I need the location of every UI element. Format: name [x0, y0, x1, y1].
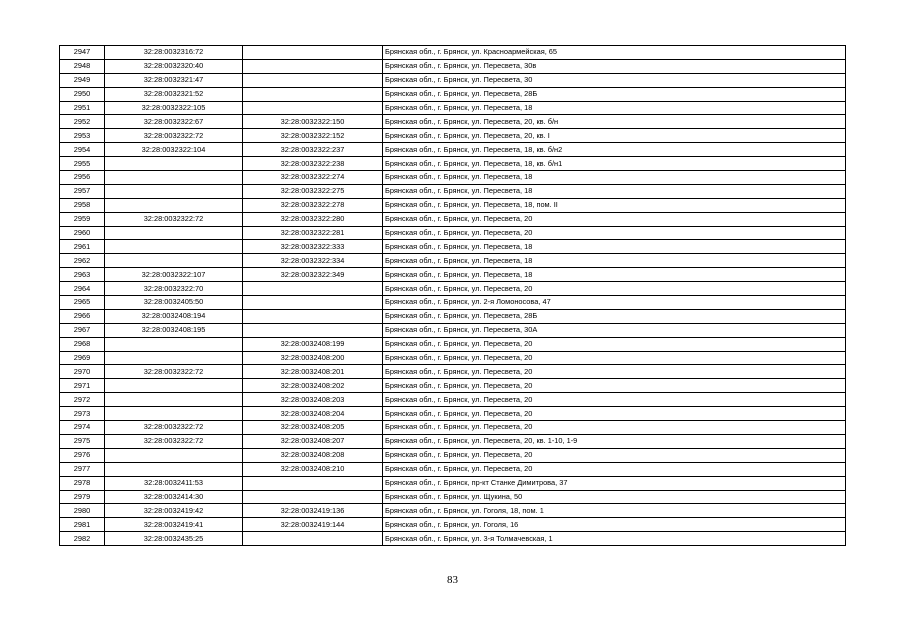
- cadastral-table: [59, 45, 846, 546]
- address-cell: Брянская обл., г. Брянск, ул. Пересвета, 18, кв. б/н2: [383, 143, 846, 157]
- related-cadastral-number-cell: [243, 296, 383, 310]
- row-number-cell: 2972: [60, 393, 105, 407]
- cadastral-number-cell: 32:28:0032435:25: [105, 532, 243, 546]
- related-cadastral-number-cell: [243, 490, 383, 504]
- row-number-cell: 2977: [60, 462, 105, 476]
- address-cell: Брянская обл., г. Брянск, ул. Пересвета, 18, пом. II: [383, 198, 846, 212]
- address-cell: Брянская обл., г. Брянск, ул. Пересвета, 20: [383, 393, 846, 407]
- row-number-cell: 2974: [60, 421, 105, 435]
- address-cell: Брянская обл., г. Брянск, ул. Пересвета, 18: [383, 268, 846, 282]
- table-row: [60, 296, 846, 310]
- row-number-cell: 2952: [60, 115, 105, 129]
- table-row: [60, 282, 846, 296]
- cadastral-number-cell: 32:28:0032322:105: [105, 101, 243, 115]
- table-row: [60, 171, 846, 185]
- related-cadastral-number-cell: 32:28:0032408:210: [243, 462, 383, 476]
- address-cell: Брянская обл., г. Брянск, ул. Пересвета, 18: [383, 254, 846, 268]
- address-cell: Брянская обл., г. Брянск, ул. Пересвета, 20: [383, 337, 846, 351]
- cadastral-number-cell: [105, 157, 243, 171]
- table-row: [60, 198, 846, 212]
- row-number-cell: 2964: [60, 282, 105, 296]
- table-row: [60, 226, 846, 240]
- address-cell: Брянская обл., г. Брянск, ул. Пересвета, 20: [383, 282, 846, 296]
- address-cell: Брянская обл., г. Брянск, ул. Пересвета, 20, кв. I: [383, 129, 846, 143]
- cadastral-number-cell: 32:28:0032320:40: [105, 59, 243, 73]
- related-cadastral-number-cell: 32:28:0032408:204: [243, 407, 383, 421]
- table-row: [60, 365, 846, 379]
- row-number-cell: 2956: [60, 171, 105, 185]
- related-cadastral-number-cell: 32:28:0032322:334: [243, 254, 383, 268]
- row-number-cell: 2948: [60, 59, 105, 73]
- address-cell: Брянская обл., г. Брянск, ул. Пересвета, 20: [383, 365, 846, 379]
- address-cell: Брянская обл., г. Брянск, ул. Пересвета, 20: [383, 407, 846, 421]
- cadastral-number-cell: 32:28:0032322:104: [105, 143, 243, 157]
- row-number-cell: 2971: [60, 379, 105, 393]
- cadastral-number-cell: 32:28:0032322:72: [105, 434, 243, 448]
- address-cell: Брянская обл., г. Брянск, ул. 2-я Ломоносова, 47: [383, 296, 846, 310]
- cadastral-number-cell: [105, 254, 243, 268]
- cadastral-number-cell: [105, 393, 243, 407]
- row-number-cell: 2958: [60, 198, 105, 212]
- cadastral-number-cell: 32:28:0032411:53: [105, 476, 243, 490]
- table-row: [60, 393, 846, 407]
- table-row: [60, 115, 846, 129]
- row-number-cell: 2951: [60, 101, 105, 115]
- cadastral-number-cell: [105, 379, 243, 393]
- row-number-cell: 2967: [60, 323, 105, 337]
- cadastral-number-cell: [105, 198, 243, 212]
- table-row: [60, 46, 846, 60]
- row-number-cell: 2953: [60, 129, 105, 143]
- address-cell: Брянская обл., г. Брянск, пр-кт Станке Димитрова, 37: [383, 476, 846, 490]
- cadastral-number-cell: [105, 240, 243, 254]
- address-cell: Брянская обл., г. Брянск, ул. Пересвета, 20: [383, 351, 846, 365]
- table-row: [60, 212, 846, 226]
- address-cell: Брянская обл., г. Брянск, ул. Гоголя, 16: [383, 518, 846, 532]
- row-number-cell: 2973: [60, 407, 105, 421]
- related-cadastral-number-cell: 32:28:0032322:150: [243, 115, 383, 129]
- cadastral-number-cell: 32:28:0032321:47: [105, 73, 243, 87]
- address-cell: Брянская обл., г. Брянск, ул. Пересвета, 20: [383, 379, 846, 393]
- table-row: [60, 129, 846, 143]
- related-cadastral-number-cell: 32:28:0032408:202: [243, 379, 383, 393]
- related-cadastral-number-cell: 32:28:0032322:278: [243, 198, 383, 212]
- address-cell: Брянская обл., г. Брянск, ул. Пересвета, 20, кв. 1-10, 1-9: [383, 434, 846, 448]
- row-number-cell: 2947: [60, 46, 105, 60]
- table-row: [60, 309, 846, 323]
- row-number-cell: 2978: [60, 476, 105, 490]
- address-cell: Брянская обл., г. Брянск, ул. 3-я Толмачевская, 1: [383, 532, 846, 546]
- cadastral-number-cell: [105, 337, 243, 351]
- row-number-cell: 2982: [60, 532, 105, 546]
- related-cadastral-number-cell: 32:28:0032322:281: [243, 226, 383, 240]
- row-number-cell: 2954: [60, 143, 105, 157]
- row-number-cell: 2962: [60, 254, 105, 268]
- table-row: [60, 87, 846, 101]
- table-row: [60, 268, 846, 282]
- address-cell: Брянская обл., г. Брянск, ул. Пересвета, 20: [383, 226, 846, 240]
- row-number-cell: 2965: [60, 296, 105, 310]
- table-row: [60, 157, 846, 171]
- address-cell: Брянская обл., г. Брянск, ул. Пересвета, 18: [383, 184, 846, 198]
- address-cell: Брянская обл., г. Брянск, ул. Пересвета, 20: [383, 462, 846, 476]
- related-cadastral-number-cell: 32:28:0032419:144: [243, 518, 383, 532]
- related-cadastral-number-cell: 32:28:0032322:238: [243, 157, 383, 171]
- cadastral-number-cell: 32:28:0032419:41: [105, 518, 243, 532]
- table-row: [60, 101, 846, 115]
- table-row: [60, 518, 846, 532]
- row-number-cell: 2963: [60, 268, 105, 282]
- related-cadastral-number-cell: 32:28:0032408:208: [243, 448, 383, 462]
- address-cell: Брянская обл., г. Брянск, ул. Пересвета, 20: [383, 421, 846, 435]
- table-row: [60, 184, 846, 198]
- cadastral-number-cell: 32:28:0032322:72: [105, 212, 243, 226]
- address-cell: Брянская обл., г. Брянск, ул. Пересвета, 20, кв. б/н: [383, 115, 846, 129]
- row-number-cell: 2955: [60, 157, 105, 171]
- related-cadastral-number-cell: 32:28:0032408:207: [243, 434, 383, 448]
- related-cadastral-number-cell: [243, 323, 383, 337]
- address-cell: Брянская обл., г. Брянск, ул. Красноармейская, 65: [383, 46, 846, 60]
- address-cell: Брянская обл., г. Брянск, ул. Пересвета, 20: [383, 448, 846, 462]
- row-number-cell: 2981: [60, 518, 105, 532]
- related-cadastral-number-cell: [243, 532, 383, 546]
- cadastral-number-cell: 32:28:0032408:195: [105, 323, 243, 337]
- related-cadastral-number-cell: 32:28:0032322:275: [243, 184, 383, 198]
- related-cadastral-number-cell: [243, 309, 383, 323]
- address-cell: Брянская обл., г. Брянск, ул. Щукина, 50: [383, 490, 846, 504]
- related-cadastral-number-cell: [243, 73, 383, 87]
- table-row: [60, 490, 846, 504]
- related-cadastral-number-cell: 32:28:0032408:201: [243, 365, 383, 379]
- address-cell: Брянская обл., г. Брянск, ул. Пересвета, 18, кв. б/н1: [383, 157, 846, 171]
- table-row: [60, 337, 846, 351]
- related-cadastral-number-cell: [243, 476, 383, 490]
- related-cadastral-number-cell: 32:28:0032408:199: [243, 337, 383, 351]
- cadastral-number-cell: 32:28:0032322:72: [105, 365, 243, 379]
- related-cadastral-number-cell: 32:28:0032322:280: [243, 212, 383, 226]
- row-number-cell: 2968: [60, 337, 105, 351]
- row-number-cell: 2959: [60, 212, 105, 226]
- cadastral-table-body: [60, 46, 846, 546]
- related-cadastral-number-cell: 32:28:0032322:333: [243, 240, 383, 254]
- table-row: [60, 379, 846, 393]
- table-row: [60, 462, 846, 476]
- row-number-cell: 2966: [60, 309, 105, 323]
- row-number-cell: 2969: [60, 351, 105, 365]
- page-number: 83: [447, 574, 458, 586]
- related-cadastral-number-cell: 32:28:0032322:274: [243, 171, 383, 185]
- related-cadastral-number-cell: 32:28:0032322:349: [243, 268, 383, 282]
- table-row: [60, 59, 846, 73]
- row-number-cell: 2975: [60, 434, 105, 448]
- table-row: [60, 504, 846, 518]
- related-cadastral-number-cell: 32:28:0032322:237: [243, 143, 383, 157]
- related-cadastral-number-cell: 32:28:0032408:205: [243, 421, 383, 435]
- cadastral-number-cell: [105, 171, 243, 185]
- table-row: [60, 421, 846, 435]
- table-row: [60, 434, 846, 448]
- related-cadastral-number-cell: [243, 46, 383, 60]
- table-row: [60, 73, 846, 87]
- related-cadastral-number-cell: 32:28:0032419:136: [243, 504, 383, 518]
- address-cell: Брянская обл., г. Брянск, ул. Пересвета, 28Б: [383, 87, 846, 101]
- cadastral-number-cell: [105, 184, 243, 198]
- table-row: [60, 351, 846, 365]
- cadastral-number-cell: [105, 351, 243, 365]
- cadastral-number-cell: [105, 226, 243, 240]
- row-number-cell: 2976: [60, 448, 105, 462]
- related-cadastral-number-cell: 32:28:0032408:203: [243, 393, 383, 407]
- row-number-cell: 2949: [60, 73, 105, 87]
- table-row: [60, 240, 846, 254]
- table-row: [60, 532, 846, 546]
- address-cell: Брянская обл., г. Брянск, ул. Пересвета, 18: [383, 171, 846, 185]
- related-cadastral-number-cell: 32:28:0032322:152: [243, 129, 383, 143]
- related-cadastral-number-cell: 32:28:0032408:200: [243, 351, 383, 365]
- cadastral-number-cell: 32:28:0032322:72: [105, 421, 243, 435]
- address-cell: Брянская обл., г. Брянск, ул. Пересвета, 30А: [383, 323, 846, 337]
- row-number-cell: 2979: [60, 490, 105, 504]
- address-cell: Брянская обл., г. Брянск, ул. Пересвета, 30: [383, 73, 846, 87]
- row-number-cell: 2970: [60, 365, 105, 379]
- table-row: [60, 254, 846, 268]
- cadastral-number-cell: 32:28:0032322:70: [105, 282, 243, 296]
- cadastral-number-cell: 32:28:0032414:30: [105, 490, 243, 504]
- cadastral-number-cell: 32:28:0032405:50: [105, 296, 243, 310]
- cadastral-number-cell: 32:28:0032322:107: [105, 268, 243, 282]
- cadastral-number-cell: 32:28:0032419:42: [105, 504, 243, 518]
- cadastral-number-cell: 32:28:0032316:72: [105, 46, 243, 60]
- table-row: [60, 448, 846, 462]
- cadastral-number-cell: [105, 448, 243, 462]
- related-cadastral-number-cell: [243, 59, 383, 73]
- row-number-cell: 2980: [60, 504, 105, 518]
- row-number-cell: 2950: [60, 87, 105, 101]
- table-row: [60, 143, 846, 157]
- table-row: [60, 407, 846, 421]
- cadastral-number-cell: [105, 407, 243, 421]
- cadastral-number-cell: 32:28:0032321:52: [105, 87, 243, 101]
- address-cell: Брянская обл., г. Брянск, ул. Пересвета, 20: [383, 212, 846, 226]
- cadastral-number-cell: 32:28:0032408:194: [105, 309, 243, 323]
- cadastral-number-cell: 32:28:0032322:67: [105, 115, 243, 129]
- address-cell: Брянская обл., г. Брянск, ул. Гоголя, 18, пом. 1: [383, 504, 846, 518]
- cadastral-number-cell: [105, 462, 243, 476]
- row-number-cell: 2957: [60, 184, 105, 198]
- related-cadastral-number-cell: [243, 101, 383, 115]
- row-number-cell: 2960: [60, 226, 105, 240]
- address-cell: Брянская обл., г. Брянск, ул. Пересвета, 30в: [383, 59, 846, 73]
- row-number-cell: 2961: [60, 240, 105, 254]
- related-cadastral-number-cell: [243, 282, 383, 296]
- related-cadastral-number-cell: [243, 87, 383, 101]
- table-row: [60, 323, 846, 337]
- address-cell: Брянская обл., г. Брянск, ул. Пересвета, 18: [383, 240, 846, 254]
- address-cell: Брянская обл., г. Брянск, ул. Пересвета, 28Б: [383, 309, 846, 323]
- address-cell: Брянская обл., г. Брянск, ул. Пересвета, 18: [383, 101, 846, 115]
- table-row: [60, 476, 846, 490]
- cadastral-number-cell: 32:28:0032322:72: [105, 129, 243, 143]
